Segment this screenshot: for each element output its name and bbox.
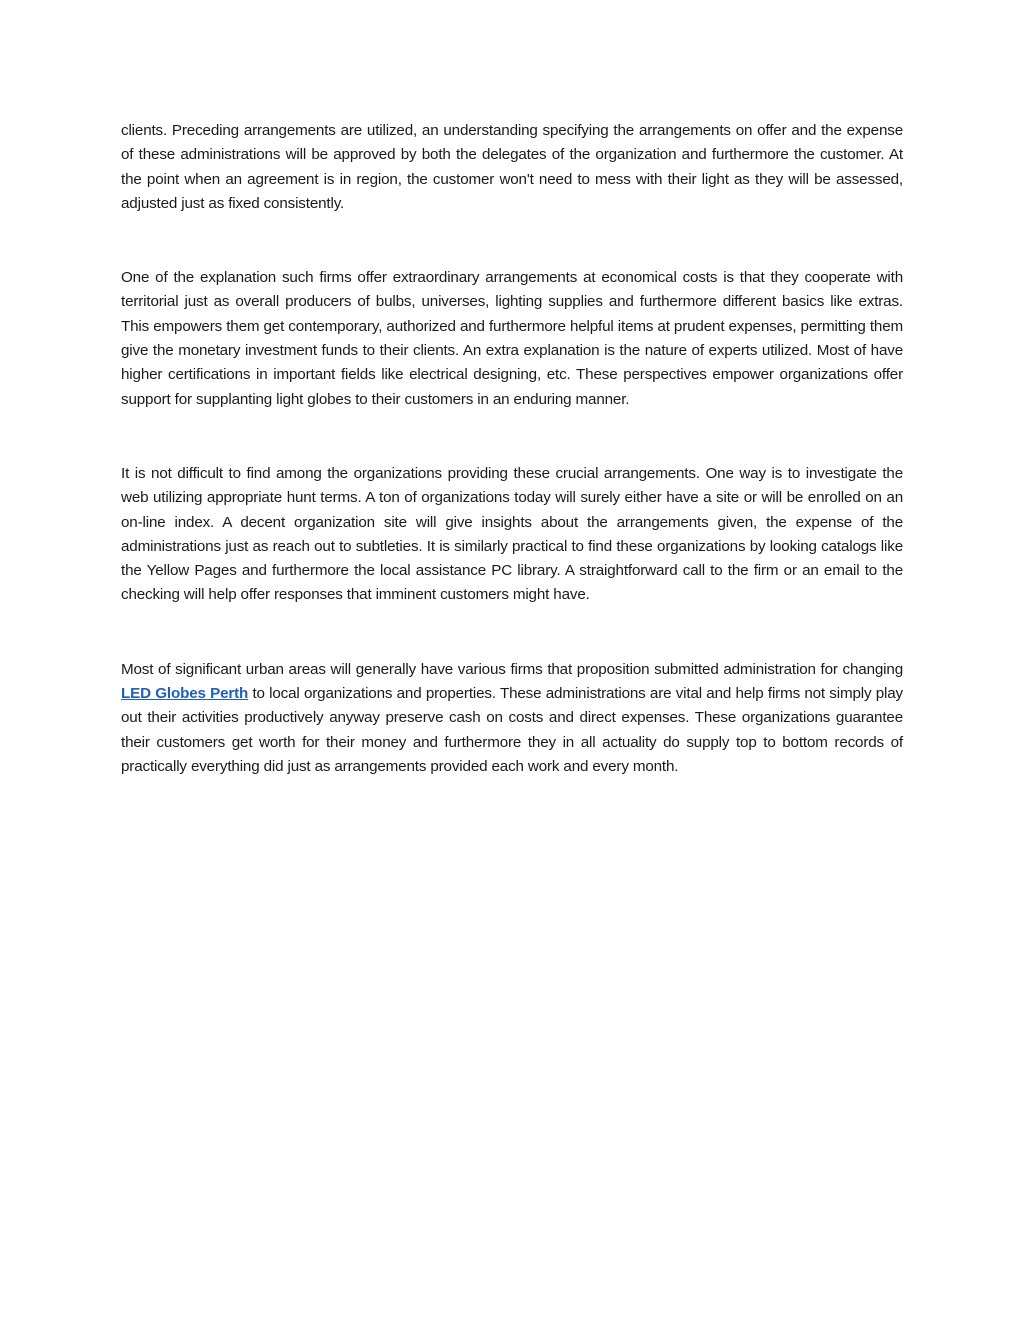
- paragraph-4-text-before-link: Most of significant urban areas will generally have various firms that proposition submitted administration for changing: [121, 660, 903, 678]
- document-body: [121, 119, 903, 829]
- paragraph-4-text-after-link: to local organizations and properties. These administrations are vital and help firms not simply play out their activities productively anyway preserve cash on costs and direct expenses. These organizations guarantee their customers get worth for their money and furthermore they in all actuality do supply top to bottom records of practically everything did just as arrangements provided each work and every month.: [121, 685, 903, 775]
- paragraph-2: One of the explanation such firms offer extraordinary arrangements at economical costs is that they cooperate with territorial just as overall producers of bulbs, universes, lighting supplies and furthermore different basics like extras. This empowers them get contemporary, authorized and furthermore helpful items at prudent expenses, permitting them give the monetary investment funds to their clients. An extra explanation is the nature of experts utilized. Most of have higher certifications in important fields like electrical designing, etc. These perspectives empower organizations offer support for supplanting light globes to their customers in an enduring manner.: [121, 269, 903, 408]
- paragraph-3: It is not difficult to find among the organizations providing these crucial arrangements. One way is to investigate the web utilizing appropriate hunt terms. A ton of organizations today will surely either have a site or will be enrolled on an on-line index. A decent organization site will give insights about the arrangements given, the expense of the administrations just as reach out to subtleties. It is similarly practical to find these organizations by looking catalogs like the Yellow Pages and furthermore the local assistance PC library. A straightforward call to the firm or an email to the checking will help offer responses that imminent customers might have.: [121, 464, 903, 604]
- paragraph-1: clients. Preceding arrangements are utilized, an understanding specifying the arrangements on offer and the expense of these administrations will be approved by both the delegates of the organization and furthermore the customer. At the point when an agreement is in region, the customer won't need to mess with their light as they will be assessed, adjusted just as fixed consistently.: [121, 122, 903, 212]
- led-globes-perth-link[interactable]: LED Globes Perth: [121, 685, 249, 703]
- paragraph-4: [121, 658, 903, 779]
